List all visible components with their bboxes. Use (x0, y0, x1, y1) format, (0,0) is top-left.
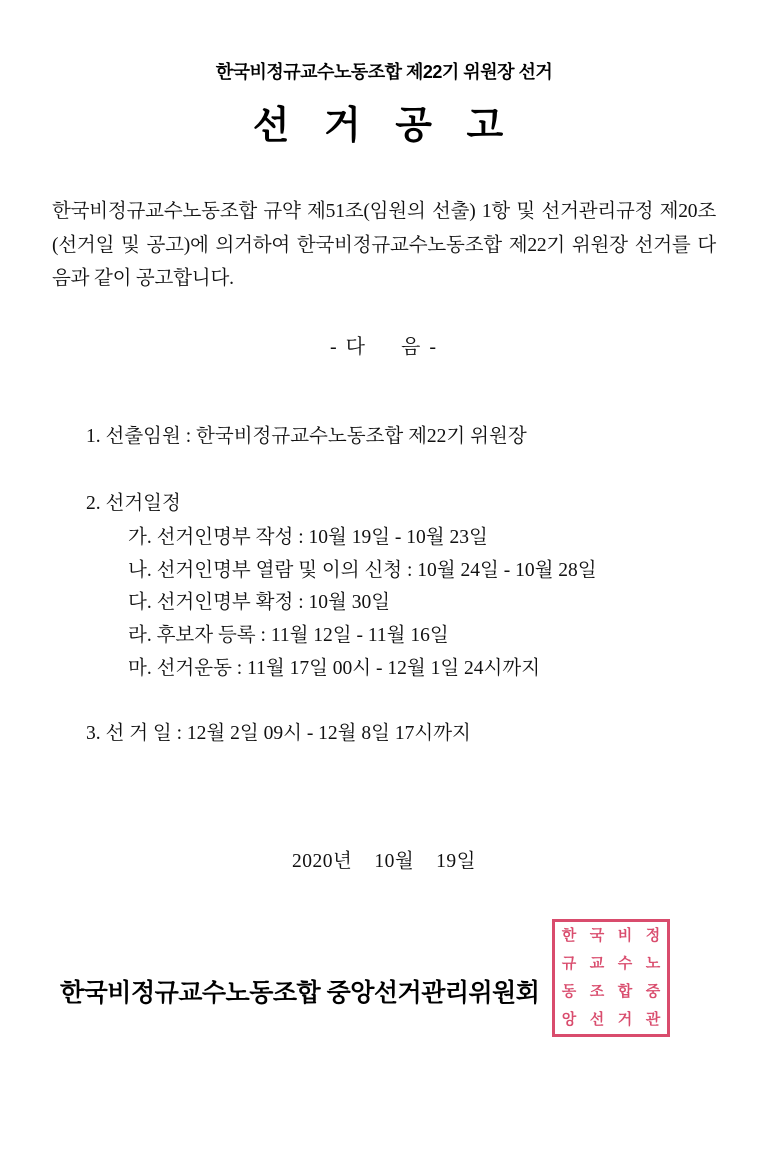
dash-right-text: 음 - (401, 335, 438, 358)
list-item-main: 3. 선 거 일 : 12월 2일 09시 - 12월 8일 17시까지 (86, 722, 471, 744)
sub-list-item: 다. 선거인명부 확정 : 10월 30일 (128, 592, 391, 614)
seal-character: 선 (589, 1011, 605, 1028)
seal-character: 조 (589, 983, 605, 1000)
date-month: 10월 (374, 851, 415, 873)
document-footer (46, 927, 722, 1055)
document-page (0, 58, 768, 1159)
seal-character: 수 (617, 955, 633, 972)
document-subtitle: 한국비정규교수노동조합 제22기 위원장 선거 (215, 62, 553, 82)
seal-character: 중 (645, 983, 661, 1000)
seal-character: 정 (645, 927, 661, 944)
document-title: 선 거 공 고 (252, 105, 516, 147)
seal-character: 앙 (561, 1011, 577, 1028)
seal-character: 합 (617, 983, 633, 1000)
seal-character: 노 (645, 955, 661, 972)
sub-list-item: 마. 선거운동 : 11월 17일 00시 - 12월 1일 24시까지 (128, 657, 541, 679)
seal-character: 교 (589, 955, 605, 972)
document-date (46, 845, 722, 873)
seal-character: 국 (589, 927, 605, 944)
sub-list-item: 나. 선거인명부 열람 및 이의 신청 : 10월 24일 - 10월 28일 (128, 559, 597, 581)
intro-paragraph: 한국비정규교수노동조합 규약 제51조(임원의 선출) 1항 및 선거관리규정 제20조(선거일 및 공고)에 의거하여 한국비정규교수노동조합 제22기 위원장 선거를 다음과 같이 공고합니다. (52, 201, 716, 290)
seal-character: 거 (617, 1011, 633, 1028)
list-item (86, 488, 722, 685)
list-item-main: 1. 선출임원 : 한국비정규교수노동조합 제22기 위원장 (86, 425, 527, 447)
announcement-list (46, 421, 722, 749)
list-item-main: 2. 선거일정 (86, 493, 181, 515)
list-item (86, 718, 722, 750)
dash-separator (46, 330, 722, 359)
official-seal-stamp (552, 919, 670, 1037)
seal-character: 관 (645, 1011, 661, 1028)
dash-left-text: - 다 (330, 335, 367, 358)
sub-list-item: 가. 선거인명부 작성 : 10월 19일 - 10월 23일 (128, 526, 488, 548)
seal-character: 비 (617, 927, 633, 944)
list-item (86, 421, 722, 453)
date-day: 19일 (436, 851, 477, 873)
seal-character: 규 (561, 955, 577, 972)
date-year: 2020년 (291, 851, 353, 873)
seal-character: 동 (561, 983, 577, 1000)
sub-list (86, 522, 722, 686)
seal-character: 한 (561, 927, 577, 944)
sub-list-item: 라. 후보자 등록 : 11월 12일 - 11월 16일 (128, 625, 449, 646)
organization-name: 한국비정규교수노동조합 중앙선거관리위원회 (60, 979, 540, 1008)
